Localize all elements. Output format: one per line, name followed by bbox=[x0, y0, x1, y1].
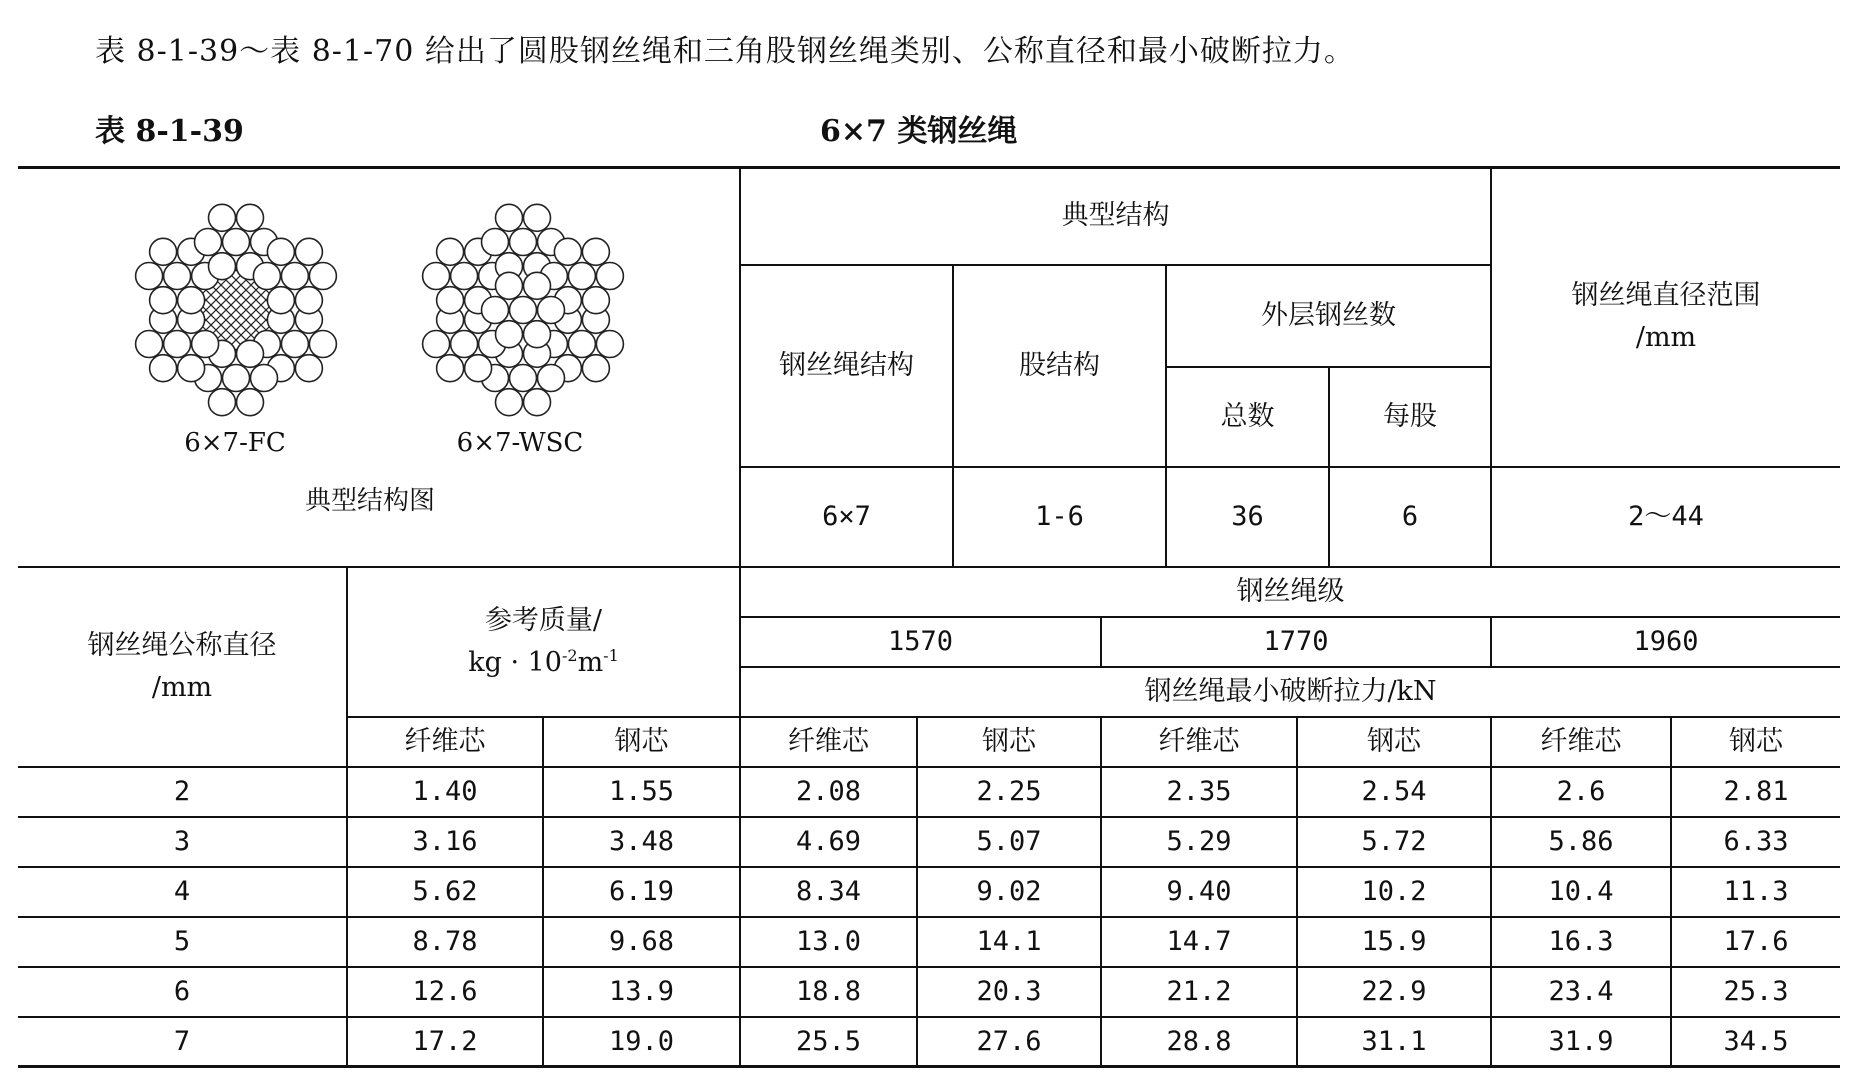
table-cell: 14.7 bbox=[1166, 926, 1232, 958]
table-row-diameter: 3 bbox=[173, 826, 191, 858]
wire-icon bbox=[309, 263, 336, 290]
wire-icon bbox=[423, 263, 450, 290]
per-strand-value: 6 bbox=[1401, 501, 1419, 533]
rope-structure-header: 钢丝绳结构 bbox=[779, 350, 914, 382]
table-cell: 18.8 bbox=[795, 976, 862, 1008]
wire-icon bbox=[209, 389, 236, 416]
table-cell: 6.19 bbox=[608, 876, 675, 908]
per-strand-header: 每股 bbox=[1383, 401, 1437, 433]
wire-icon bbox=[281, 331, 308, 358]
table-cell: 20.3 bbox=[976, 976, 1042, 1008]
wire-icon bbox=[295, 287, 322, 314]
wire-icon bbox=[237, 340, 264, 367]
table-row-diameter: 5 bbox=[173, 926, 191, 958]
table-cell: 1.40 bbox=[412, 776, 478, 808]
grade-header: 钢丝绳级 bbox=[1236, 576, 1345, 608]
strand-structure-header: 股结构 bbox=[1019, 350, 1100, 382]
wire-icon bbox=[451, 331, 478, 358]
core-wire-icon bbox=[538, 297, 565, 324]
table-cell: 14.1 bbox=[976, 926, 1042, 958]
wire-icon bbox=[510, 229, 537, 256]
wire-icon bbox=[281, 263, 308, 290]
wire-icon bbox=[223, 229, 250, 256]
table-cell: 2.54 bbox=[1361, 776, 1427, 808]
table-row-diameter: 2 bbox=[173, 776, 191, 808]
table-cell: 25.5 bbox=[795, 1026, 862, 1058]
wire-icon bbox=[150, 287, 177, 314]
table-cell: 11.3 bbox=[1723, 876, 1789, 908]
wire-icon bbox=[192, 331, 219, 358]
wire-icon bbox=[568, 263, 595, 290]
table-row-diameter: 6 bbox=[173, 976, 191, 1008]
table-cell: 5.62 bbox=[412, 876, 478, 908]
wire-icon bbox=[309, 331, 336, 358]
rope-structure-value: 6×7 bbox=[822, 501, 871, 533]
ref-mass-header bbox=[348, 568, 739, 716]
table-cell: 27.6 bbox=[976, 1026, 1042, 1058]
table-cell: 4.69 bbox=[795, 826, 862, 858]
wire-icon bbox=[209, 253, 236, 280]
figure-caption: 典型结构图 bbox=[304, 486, 435, 516]
wire-icon bbox=[295, 238, 322, 265]
table-cell: 17.2 bbox=[412, 1026, 478, 1058]
table-cell: 19.0 bbox=[608, 1026, 675, 1058]
wire-icon bbox=[164, 331, 191, 358]
table-cell: 8.78 bbox=[412, 926, 478, 958]
core-wire-icon bbox=[524, 272, 551, 299]
table-cell: 3.48 bbox=[608, 826, 675, 858]
table-number: 表 8-1-39 bbox=[95, 114, 244, 149]
table-cell: 8.34 bbox=[795, 876, 862, 908]
total-header: 总数 bbox=[1220, 401, 1275, 433]
table-cell: 10.4 bbox=[1548, 876, 1614, 908]
mass-fiber-core-header: 纤维芯 bbox=[404, 726, 486, 758]
table-cell: 22.9 bbox=[1361, 976, 1427, 1008]
table-cell: 5.07 bbox=[976, 826, 1042, 858]
table-row-diameter: 4 bbox=[173, 876, 191, 908]
grade-1770: 1770 bbox=[1263, 626, 1329, 658]
table-cell: 21.2 bbox=[1166, 976, 1232, 1008]
table-cell: 12.6 bbox=[412, 976, 478, 1008]
table-row-diameter: 7 bbox=[173, 1026, 191, 1058]
wire-icon bbox=[538, 365, 565, 392]
table-cell: 2.6 bbox=[1556, 776, 1606, 808]
typical-structure-header: 典型结构 bbox=[1061, 200, 1170, 232]
wire-icon bbox=[582, 287, 609, 314]
table-cell: 10.2 bbox=[1361, 876, 1427, 908]
table-cell: 13.0 bbox=[795, 926, 862, 958]
table-cell: 9.40 bbox=[1166, 876, 1232, 908]
nominal-diameter-unit: /mm bbox=[151, 672, 213, 703]
wire-icon bbox=[582, 355, 609, 382]
g1770-fiber-core-header: 纤维芯 bbox=[1158, 726, 1240, 758]
grade-1960: 1960 bbox=[1633, 626, 1699, 658]
rope-cross-section-wsc-diagram bbox=[413, 200, 633, 420]
wire-icon bbox=[437, 355, 464, 382]
core-wire-icon bbox=[482, 297, 509, 324]
table-cell: 3.16 bbox=[412, 826, 478, 858]
wire-icon bbox=[209, 204, 236, 231]
table-cell: 2.81 bbox=[1723, 776, 1789, 808]
table-cell: 6.33 bbox=[1723, 826, 1789, 858]
wire-icon bbox=[267, 287, 294, 314]
table-cell: 2.25 bbox=[976, 776, 1042, 808]
nominal-diameter-header bbox=[18, 568, 346, 766]
outer-wires-header: 外层钢丝数 bbox=[1261, 300, 1396, 332]
table-cell: 2.35 bbox=[1166, 776, 1232, 808]
mass-steel-core-header: 钢芯 bbox=[614, 726, 669, 758]
nominal-diameter-label: 钢丝绳公称直径 bbox=[87, 630, 277, 662]
g1570-steel-core-header: 钢芯 bbox=[982, 726, 1036, 758]
table-cell: 9.68 bbox=[608, 926, 675, 958]
table-title: 6×7 类钢丝绳 bbox=[820, 114, 1018, 149]
wire-icon bbox=[582, 238, 609, 265]
wire-icon bbox=[253, 263, 280, 290]
wire-icon bbox=[596, 331, 623, 358]
table-cell: 2.08 bbox=[795, 776, 862, 808]
table-cell: 25.3 bbox=[1723, 976, 1789, 1008]
wire-icon bbox=[423, 331, 450, 358]
table-cell: 13.9 bbox=[608, 976, 675, 1008]
wire-icon bbox=[223, 365, 250, 392]
table-cell: 5.29 bbox=[1166, 826, 1232, 858]
wire-icon bbox=[237, 389, 264, 416]
table-cell: 28.8 bbox=[1166, 1026, 1232, 1058]
wire-icon bbox=[510, 365, 537, 392]
table-cell: 1.55 bbox=[608, 776, 675, 808]
g1770-steel-core-header: 钢芯 bbox=[1367, 726, 1421, 758]
wire-icon bbox=[451, 263, 478, 290]
diameter-range-value: 2～44 bbox=[1628, 501, 1704, 533]
wire-icon bbox=[496, 204, 523, 231]
diameter-range-header bbox=[1492, 168, 1840, 466]
wire-icon bbox=[524, 204, 551, 231]
g1960-fiber-core-header: 纤维芯 bbox=[1540, 726, 1622, 758]
grade-1570: 1570 bbox=[887, 626, 954, 658]
wire-icon bbox=[136, 331, 163, 358]
g1960-steel-core-header: 钢芯 bbox=[1729, 726, 1783, 758]
wire-icon bbox=[150, 355, 177, 382]
wire-icon bbox=[251, 365, 278, 392]
core-wire-icon bbox=[510, 297, 537, 324]
wire-icon bbox=[568, 331, 595, 358]
wire-icon bbox=[465, 355, 492, 382]
table-cell: 31.9 bbox=[1548, 1026, 1614, 1058]
wire-icon bbox=[267, 238, 294, 265]
table-cell: 9.02 bbox=[976, 876, 1042, 908]
wire-icon bbox=[554, 238, 581, 265]
diameter-range-unit: /mm bbox=[1635, 322, 1697, 353]
intro-text: 表 8-1-39～表 8-1-70 给出了圆股钢丝绳和三角股钢丝绳类别、公称直径和最小破断拉力。 bbox=[95, 34, 1355, 69]
wire-icon bbox=[437, 287, 464, 314]
diameter-range-label: 钢丝绳直径范围 bbox=[1571, 280, 1761, 312]
table-cell: 5.86 bbox=[1548, 826, 1614, 858]
table-cell: 17.6 bbox=[1723, 926, 1789, 958]
wire-icon bbox=[164, 263, 191, 290]
wire-icon bbox=[524, 389, 551, 416]
table-cell: 34.5 bbox=[1723, 1026, 1789, 1058]
g1570-fiber-core-header: 纤维芯 bbox=[788, 726, 869, 758]
core-wire-icon bbox=[524, 321, 551, 348]
wire-icon bbox=[482, 229, 509, 256]
table-cell: 31.1 bbox=[1361, 1026, 1427, 1058]
ref-mass-unit: kg · $10^{-2}m^{-1}$ bbox=[468, 646, 619, 678]
core-wire-icon bbox=[496, 272, 523, 299]
wire-icon bbox=[136, 263, 163, 290]
strand-structure-value: 1-6 bbox=[1035, 501, 1084, 533]
fc-caption: 6×7-FC bbox=[184, 428, 286, 458]
wire-icon bbox=[178, 355, 205, 382]
total-value: 36 bbox=[1231, 501, 1264, 533]
wire-icon bbox=[150, 238, 177, 265]
rope-cross-section-fc-diagram bbox=[126, 200, 346, 420]
table-cell: 5.72 bbox=[1361, 826, 1427, 858]
core-wire-icon bbox=[496, 321, 523, 348]
wire-icon bbox=[596, 263, 623, 290]
wire-icon bbox=[295, 355, 322, 382]
wire-icon bbox=[195, 229, 222, 256]
wire-icon bbox=[237, 204, 264, 231]
wire-icon bbox=[437, 238, 464, 265]
wire-icon bbox=[496, 389, 523, 416]
table-cell: 23.4 bbox=[1548, 976, 1614, 1008]
ref-mass-label: 参考质量/ bbox=[484, 605, 603, 637]
wire-icon bbox=[178, 287, 205, 314]
table-cell: 15.9 bbox=[1361, 926, 1427, 958]
wsc-caption: 6×7-WSC bbox=[456, 428, 584, 458]
min-breaking-header: 钢丝绳最小破断拉力/kN bbox=[1144, 676, 1437, 708]
table-cell: 16.3 bbox=[1548, 926, 1614, 958]
